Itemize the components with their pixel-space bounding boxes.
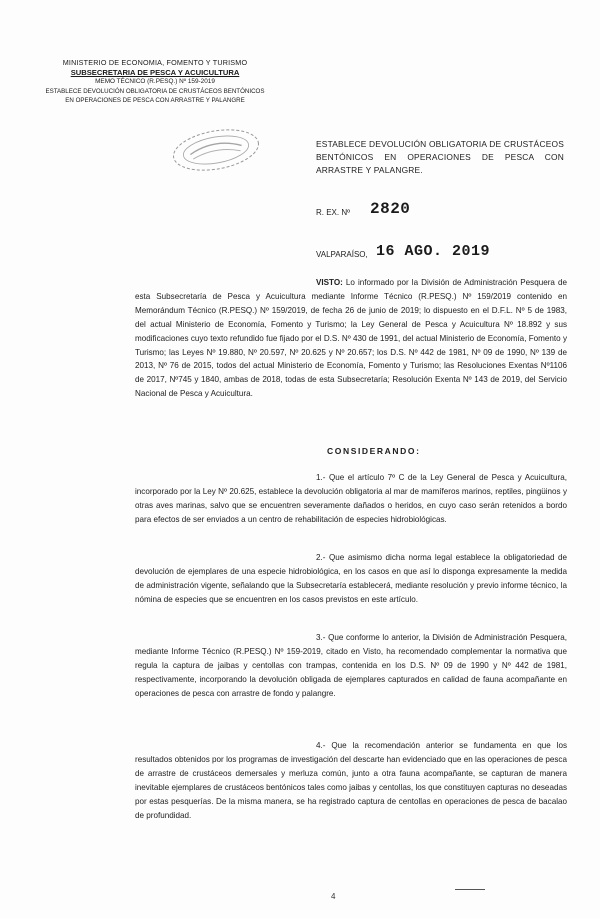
letterhead bbox=[40, 58, 270, 106]
considerando-item bbox=[135, 471, 567, 527]
stamp-seal-icon bbox=[167, 120, 265, 179]
letterhead-subject-line2: EN OPERACIONES DE PESCA CON ARRASTRE Y PALANGRE bbox=[65, 97, 245, 104]
considerando-text: 3.- Que conforme lo anterior, la División de Administración Pesquera, mediante Informe Técnico (R.PESQ.) Nº 159-2019, citado en Visto, ha recomendado complementar la normativa que regula la captura de jaibas y centollas con trampas, contenida en los D.S. Nº 09 de 1990 y Nº 442 de 1981, respectivamente, incorporando la devolución obligada de ejemplares capturados en calidad de fauna acompañante en operaciones de pesca con arrastre de fondo y palangre. bbox=[135, 633, 567, 698]
considerando-item bbox=[135, 631, 567, 701]
considerando-item bbox=[135, 739, 567, 822]
visto-heading: VISTO: bbox=[316, 278, 343, 287]
margin-rule bbox=[455, 889, 485, 890]
resolution-number: 2820 bbox=[370, 200, 411, 218]
document-title: ESTABLECE DEVOLUCIÓN OBLIGATORIA DE CRUSTÁCEOS BENTÓNICOS EN OPERACIONES DE PESCA CON ARRASTRE Y PALANGRE. bbox=[316, 139, 564, 175]
subsecretaria-name: SUBSECRETARIA DE PESCA Y ACUICULTURA bbox=[70, 67, 240, 77]
ministry-name: MINISTERIO DE ECONOMIA, FOMENTO Y TURISMO bbox=[62, 58, 248, 67]
considerando-heading: CONSIDERANDO: bbox=[327, 446, 421, 456]
considerando-item bbox=[135, 551, 567, 607]
issue-date: 16 AGO. 2019 bbox=[376, 243, 491, 260]
memo-reference: MEMO TÉCNICO (R.PESQ.) Nº 159-2019 bbox=[95, 78, 215, 85]
visto-text: Lo informado por la División de Administración Pesquera de esta Subsecretaría de Pesca y Acuicultura mediante Informe Técnico (R.PESQ.) Nº 159/2019 contenido en Memorándum Técnico (R.PESQ.) Nº 159/2019, de fecha 26 de junio de 2019; lo dispuesto en el D.F.L. Nº 5 de 1983, del actual Ministerio de Economía, Fomento y Turismo; la Ley General de Pesca y Acuicultura Nº 18.892 y sus modificaciones cuyo texto refundido fue fijado por el D.S. Nº 430 de 1991, del actual Ministerio de Economía, Fomento y Turismo; las Leyes Nº 19.880, Nº 20.597, Nº 20.625 y Nº 20.657; los D.S. Nº 442 de 1981, Nº 09 de 1990, Nº 139 de 2013, Nº 76 de 2015, todos del actual Ministerio de Economía, Fomento y Turismo; las Resoluciones Exentas Nº1106 de 2017, Nº745 y 1840, ambas de 2018, todas de esta Subsecretaría; Resolución Exenta Nº 143 de 2019, del Servicio Nacional de Pesca y Acuicultura. bbox=[135, 278, 567, 399]
letterhead-subject-line1: ESTABLECE DEVOLUCIÓN OBLIGATORIA DE CRUSTÁCEOS BENTÓNICOS bbox=[45, 87, 265, 95]
page-mark: 4 bbox=[331, 892, 336, 901]
considerando-text: 4.- Que la recomendación anterior se fundamenta en que los resultados obtenidos por los programas de investigación del descarte han evidenciado que en las operaciones de pesca de arrastre de crustáceos demersales y merluza común, junto a otra fauna acompañante, se capturan de manera inevitable ejemplares de crustáceos bentónicos tales como jaibas y centollas, los que constituyen capturas no deseadas por estas pesquerías. De la misma manera, se ha registrado captura de centollas en operaciones de pesca de bacalao de profundidad. bbox=[135, 741, 567, 820]
considerando-text: 1.- Que el artículo 7º C de la Ley General de Pesca y Acuicultura, incorporado por la Ley Nº 20.625, establece la devolución obligatoria al mar de mamíferos marinos, reptiles, pingüinos y otras aves marinas, salvo que se encuentren severamente dañados o heridos, en cuyo caso serán retenidos a bordo para efectos de ser enviados a un centro de rehabilitación de especies hidrobiológicas. bbox=[135, 473, 567, 524]
resolution-label: R. EX. Nº bbox=[316, 208, 351, 217]
considerando-text: 2.- Que asimismo dicha norma legal establece la obligatoriedad de devolución de ejemplares de una especie hidrobiológica, en los casos en que así lo disponga expresamente la medida de administración vigente, señalando que la Subsecretaría establecerá, mediante resolución y previo informe técnico, la nómina de especies que se encuentren en los casos previstos en este artículo. bbox=[135, 553, 567, 604]
issue-city: VALPARAÍSO, bbox=[316, 250, 368, 259]
visto-paragraph bbox=[135, 276, 567, 401]
